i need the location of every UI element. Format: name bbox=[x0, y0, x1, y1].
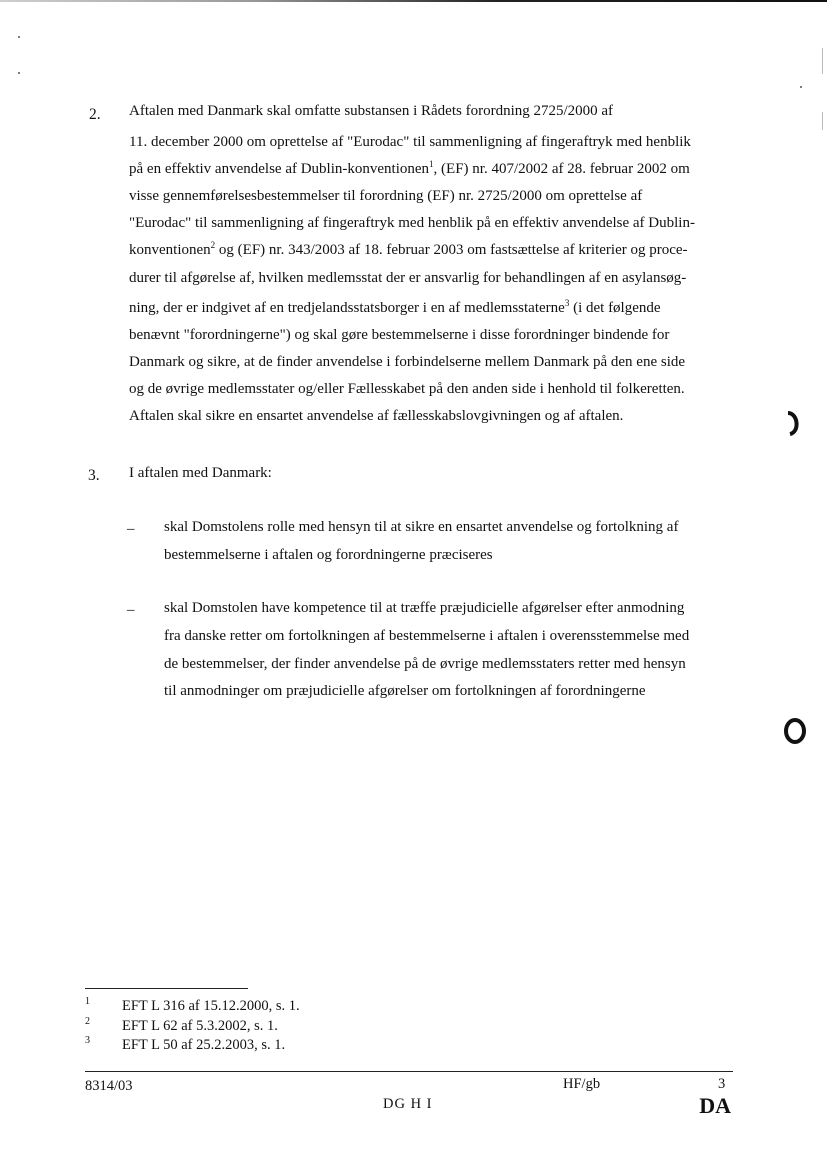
paragraph-number: 2. bbox=[89, 106, 101, 123]
bullet-line: til anmodninger om præjudicielle afgørelser om fortolkningen af forordningerne bbox=[164, 683, 646, 699]
punch-hole-icon bbox=[782, 716, 808, 746]
bullet-line: bestemmelserne i aftalen og forordningerne præciseres bbox=[164, 547, 493, 563]
bullet-line: skal Domstolens rolle med hensyn til at sikre en ensartet anvendelse og fortolkning af bbox=[164, 519, 679, 535]
scan-speck bbox=[18, 72, 20, 74]
paragraph-intro: I aftalen med Danmark: bbox=[129, 465, 272, 481]
page-number: 3 bbox=[718, 1076, 726, 1092]
directorate-code: DG H I bbox=[383, 1096, 433, 1112]
punch-hole-icon bbox=[782, 410, 804, 436]
scan-speck bbox=[18, 36, 20, 38]
footnote-separator bbox=[85, 988, 248, 989]
scan-top-edge bbox=[0, 0, 827, 2]
footnote-text: EFT L 62 af 5.3.2002, s. 1. bbox=[122, 1018, 278, 1034]
document-number: 8314/03 bbox=[85, 1078, 133, 1094]
bullet-dash: – bbox=[127, 602, 135, 618]
bullet-line: fra danske retter om fortolkningen af bestemmelserne i aftalen i overensstemmelse med bbox=[164, 628, 690, 644]
footnote-number: 1 bbox=[85, 996, 90, 1007]
footnote-number: 3 bbox=[85, 1035, 90, 1046]
paragraph-line: Danmark og sikre, at de finder anvendelse i forbindelserne mellem Danmark på den ene side bbox=[129, 354, 686, 370]
paragraph-line: 11. december 2000 om oprettelse af "Eurodac" til sammenligning af fingeraftryk med henblik bbox=[129, 134, 691, 150]
footnote-ref: 2 bbox=[210, 240, 216, 250]
paragraph-line: visse gennemførelsesbestemmelser til forordning (EF) nr. 2725/2000 om oprettelse af bbox=[129, 188, 643, 204]
paragraph-line: "Eurodac" til sammenligning af fingeraftryk med henblik på en effektiv anvendelse af Dublin- bbox=[129, 215, 695, 231]
paragraph-line: durer til afgørelse af, hvilken medlemsstat der er ansvarlig for behandlingen af en asylansøg- bbox=[129, 270, 687, 286]
paragraph-line: benævnt "forordningerne") og skal gøre bestemmelserne i disse forordninger bindende for bbox=[129, 327, 670, 343]
footnote-ref: 1 bbox=[429, 159, 434, 169]
bullet-line: de bestemmelser, der finder anvendelse på de øvrige medlemsstaters retter med hensyn bbox=[164, 656, 686, 672]
paragraph-number: 3. bbox=[88, 467, 100, 484]
author-initials: HF/gb bbox=[563, 1076, 601, 1092]
footnote-ref: 3 bbox=[564, 298, 570, 308]
scan-edge-mark bbox=[822, 48, 823, 74]
scan-edge-mark bbox=[822, 112, 823, 130]
paragraph-line: Aftalen skal sikre en ensartet anvendelse af fællesskabslovgivningen og af aftalen. bbox=[129, 408, 624, 424]
language-code: DA bbox=[699, 1093, 731, 1118]
paragraph-line: på en effektiv anvendelse af Dublin-konventionen$^1$, (EF) nr. 407/2002 af 28. februar 2002 om bbox=[129, 159, 690, 177]
footer-separator bbox=[85, 1071, 733, 1072]
footnote-number: 2 bbox=[85, 1016, 90, 1027]
footnote-text: EFT L 316 af 15.12.2000, s. 1. bbox=[122, 998, 300, 1014]
footnote-text: EFT L 50 af 25.2.2003, s. 1. bbox=[122, 1037, 286, 1053]
paragraph-line: Aftalen med Danmark skal omfatte substansen i Rådets forordning 2725/2000 af bbox=[129, 103, 614, 119]
paragraph-line: og de øvrige medlemsstater og/eller Fællesskabet på den anden side i henhold til folkeretten. bbox=[129, 381, 685, 397]
bullet-dash: – bbox=[127, 521, 135, 537]
paragraph-line: ning, der er indgivet af en tredjelandsstatsborger i en af medlemsstaterne$^3$ (i det følgende bbox=[129, 298, 661, 316]
bullet-line: skal Domstolen have kompetence til at træffe præjudicielle afgørelser efter anmodning bbox=[164, 600, 685, 616]
paragraph-line: konventionen$^2$ og (EF) nr. 343/2003 af 18. februar 2003 om fastsættelse af kriterier og proce- bbox=[129, 240, 688, 258]
scan-speck bbox=[800, 86, 802, 88]
